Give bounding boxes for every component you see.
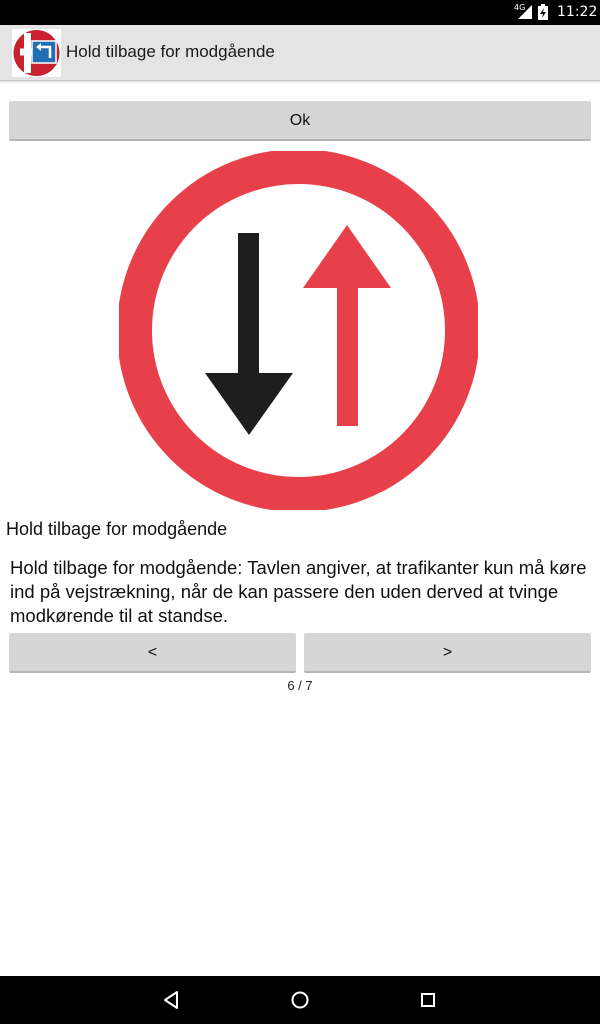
recents-icon[interactable] <box>416 988 440 1012</box>
network-type-label: 4G <box>514 3 526 12</box>
page-counter: 6 / 7 <box>287 678 313 693</box>
previous-button[interactable]: < <box>9 633 296 673</box>
clock: 11:22 <box>557 4 598 20</box>
action-bar <box>0 25 600 81</box>
next-button[interactable]: > <box>304 633 591 673</box>
battery-charging-icon <box>538 4 548 20</box>
app-logo-icon[interactable] <box>12 29 61 77</box>
status-bar <box>0 0 600 25</box>
give-way-oncoming-sign-icon <box>119 151 478 510</box>
back-icon[interactable] <box>160 988 184 1012</box>
navigation-bar <box>0 976 600 1024</box>
home-icon[interactable] <box>288 988 312 1012</box>
ok-button[interactable]: Ok <box>9 101 591 141</box>
sign-description: Hold tilbage for modgående: Tavlen angiver, at trafikanter kun må køre ind på vejstrækning, når de kan passere den uden derved at tvinge modkørende til at standse. <box>10 557 587 626</box>
page-title: Hold tilbage for modgående <box>66 42 275 61</box>
signal-icon <box>518 5 532 19</box>
sign-name: Hold tilbage for modgående <box>6 519 228 539</box>
